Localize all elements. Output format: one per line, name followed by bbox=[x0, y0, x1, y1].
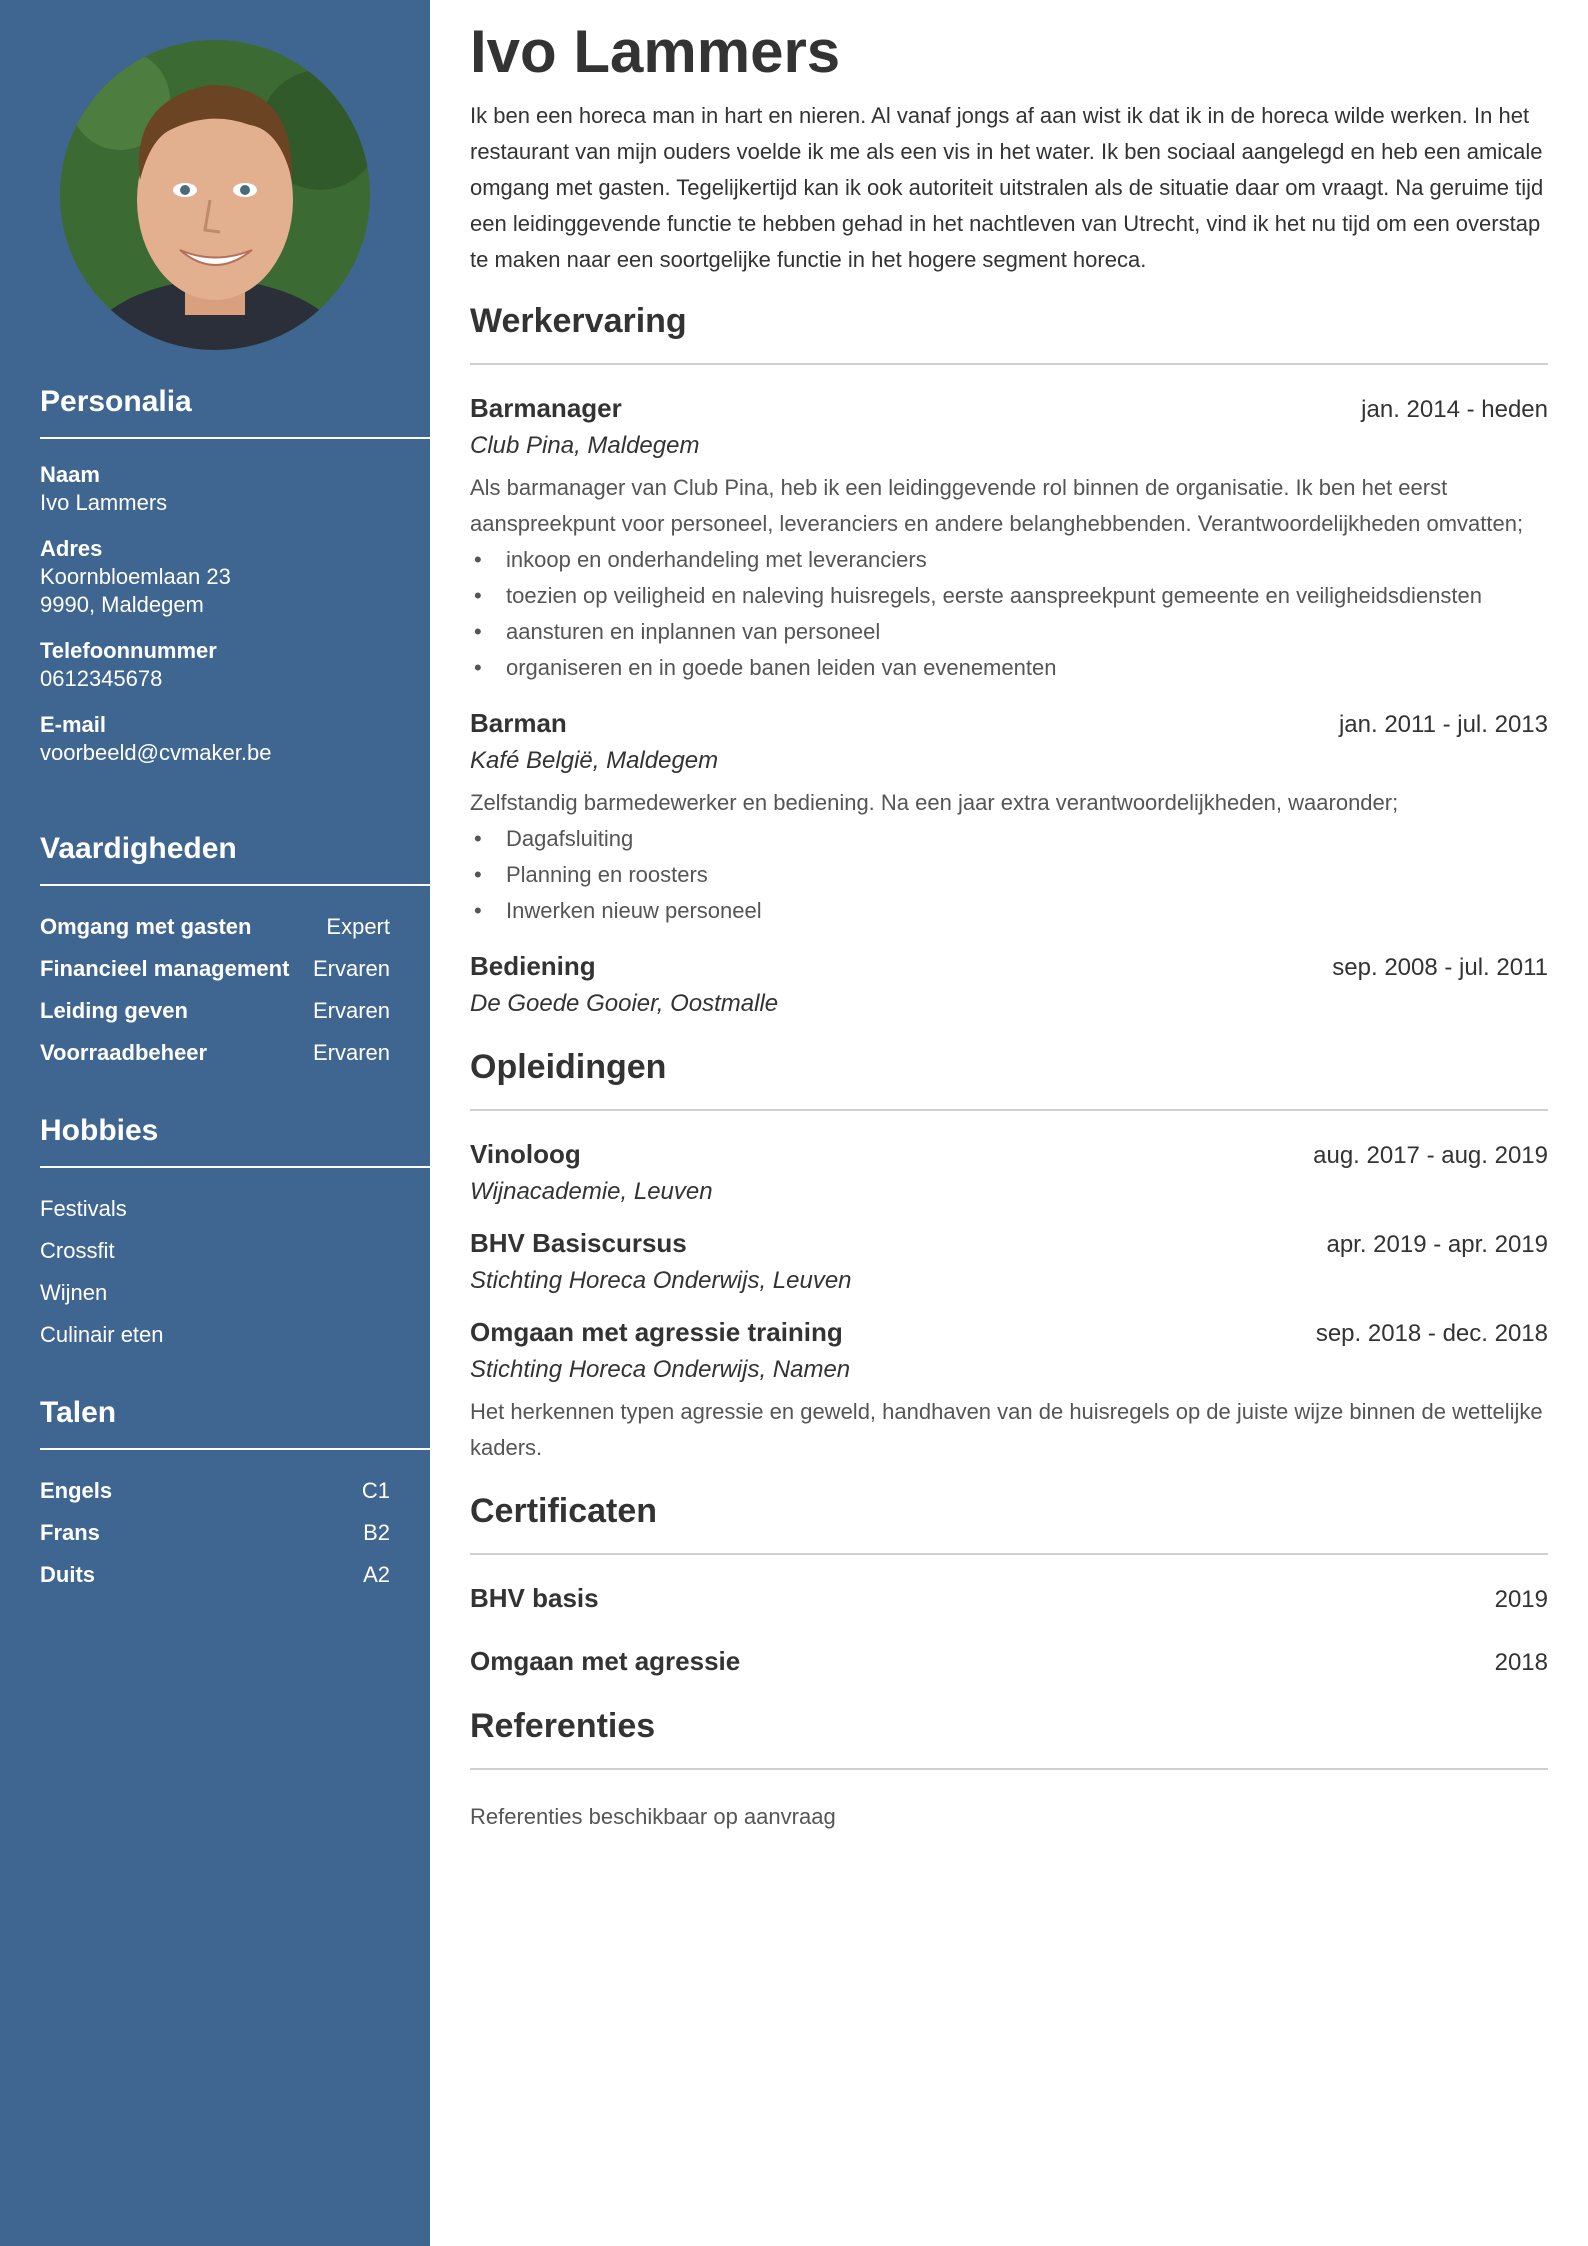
hobbies-title: Hobbies bbox=[40, 1114, 430, 1168]
job-employer: Kafé België, Maldegem bbox=[470, 747, 719, 774]
personalia-title: Personalia bbox=[40, 385, 430, 439]
experience-entry bbox=[470, 393, 1548, 686]
hobby-item: Crossfit bbox=[40, 1238, 115, 1263]
languages-section bbox=[40, 1396, 430, 1596]
skill-level: Ervaren bbox=[312, 956, 390, 981]
education-dates: apr. 2019 - apr. 2019 bbox=[1326, 1231, 1548, 1258]
job-bullets bbox=[470, 542, 1548, 686]
job-dates: sep. 2008 - jul. 2011 bbox=[1332, 954, 1548, 981]
job-description: Als barmanager van Club Pina, heb ik een leidinggevende rol binnen de organisatie. Ik ben het eerst aanspreekpunt voor personeel, leveranciers en andere belanghebbenden. Verantwoordelijkheden omvatten; bbox=[470, 475, 1524, 536]
hobby-item: Wijnen bbox=[40, 1280, 108, 1305]
certificate-name: BHV basis bbox=[470, 1583, 599, 1613]
languages-title: Talen bbox=[40, 1396, 430, 1450]
address-label: Adres bbox=[40, 536, 103, 561]
skill-name: Voorraadbeheer bbox=[40, 1040, 208, 1065]
hobby-item: Festivals bbox=[40, 1196, 127, 1221]
certificate-year: 2019 bbox=[1494, 1586, 1548, 1613]
education-section bbox=[470, 1048, 1548, 1466]
hobby-item: Culinair eten bbox=[40, 1322, 164, 1347]
language-name: Duits bbox=[40, 1562, 95, 1587]
education-name: Omgaan met agressie training bbox=[470, 1317, 843, 1347]
job-dates: jan. 2014 - heden bbox=[1361, 396, 1548, 423]
name-label: Naam bbox=[40, 462, 100, 487]
page-title: Ivo Lammers bbox=[470, 18, 841, 85]
job-description: Zelfstandig barmedewerker en bediening. Na een jaar extra verantwoordelijkheden, waaronder; bbox=[470, 790, 1399, 815]
email-label: E-mail bbox=[40, 712, 107, 737]
portrait-illustration bbox=[60, 40, 370, 350]
education-dates: aug. 2017 - aug. 2019 bbox=[1313, 1142, 1548, 1169]
certificate-name: Omgaan met agressie bbox=[470, 1646, 741, 1676]
sidebar bbox=[0, 0, 430, 2246]
language-level: A2 bbox=[363, 1562, 390, 1587]
skill-row bbox=[40, 948, 390, 990]
language-level: C1 bbox=[361, 1478, 390, 1503]
skill-row bbox=[40, 990, 390, 1032]
skill-level: Ervaren bbox=[312, 1040, 390, 1065]
name-value: Ivo Lammers bbox=[40, 490, 168, 515]
skill-level: Ervaren bbox=[312, 998, 390, 1023]
main-content bbox=[470, 0, 1548, 1830]
education-title: Opleidingen bbox=[470, 1048, 1548, 1111]
bullet-item: • organiseren en in goede banen leiden van evenementen bbox=[470, 650, 1548, 686]
experience-entry bbox=[470, 951, 1548, 1018]
skill-level: Expert bbox=[326, 914, 390, 939]
skill-row bbox=[40, 906, 390, 948]
references-title: Referenties bbox=[470, 1707, 1548, 1770]
experience-title: Werkervaring bbox=[470, 302, 1548, 365]
job-employer: De Goede Gooier, Oostmalle bbox=[470, 990, 779, 1017]
certificate-row bbox=[470, 1583, 1548, 1614]
bullet-item: • Inwerken nieuw personeel bbox=[470, 893, 1548, 929]
job-title: Bediening bbox=[470, 951, 596, 981]
education-institute: Stichting Horeca Onderwijs, Namen bbox=[470, 1356, 851, 1383]
skills-section bbox=[40, 832, 430, 1074]
address-line-2: 9990, Maldegem bbox=[40, 592, 204, 617]
job-title: Barmanager bbox=[470, 393, 622, 423]
references-text: Referenties beschikbaar op aanvraag bbox=[470, 1804, 836, 1829]
bullet-item: • aansturen en inplannen van personeel bbox=[470, 614, 1548, 650]
education-description: Het herkennen typen agressie en geweld, handhaven van de huisregels op de juiste wijze binnen de wettelijke kaders. bbox=[470, 1399, 1543, 1460]
phone-label: Telefoonnummer bbox=[40, 638, 217, 663]
certificates-title: Certificaten bbox=[470, 1492, 1548, 1555]
skill-name: Leiding geven bbox=[40, 998, 188, 1023]
address-line-1: Koornbloemlaan 23 bbox=[40, 564, 231, 589]
language-name: Engels bbox=[40, 1478, 113, 1503]
education-name: BHV Basiscursus bbox=[470, 1228, 687, 1258]
education-entry bbox=[470, 1317, 1548, 1466]
hobbies-section bbox=[40, 1114, 430, 1356]
education-name: Vinoloog bbox=[470, 1139, 581, 1169]
email-value: voorbeeld@cvmaker.be bbox=[40, 740, 272, 765]
certificates-section bbox=[470, 1492, 1548, 1677]
skill-name: Financieel management bbox=[40, 956, 290, 981]
profile-photo bbox=[60, 40, 370, 350]
references-section bbox=[470, 1707, 1548, 1830]
language-row bbox=[40, 1512, 390, 1554]
education-entry bbox=[470, 1228, 1548, 1295]
language-row bbox=[40, 1554, 390, 1596]
bullet-item: • inkoop en onderhandeling met leveranciers bbox=[470, 542, 1548, 578]
skill-row bbox=[40, 1032, 390, 1074]
certificate-row bbox=[470, 1646, 1548, 1677]
language-name: Frans bbox=[40, 1520, 100, 1545]
bullet-item: • toezien op veiligheid en naleving huisregels, eerste aanspreekpunt gemeente en veiligheidsdiensten bbox=[470, 578, 1548, 614]
experience-section bbox=[470, 302, 1548, 1018]
language-level: B2 bbox=[363, 1520, 390, 1545]
skills-title: Vaardigheden bbox=[40, 832, 430, 886]
language-row bbox=[40, 1470, 390, 1512]
experience-entry bbox=[470, 708, 1548, 929]
job-employer: Club Pina, Maldegem bbox=[470, 432, 700, 459]
phone-value: 0612345678 bbox=[40, 666, 163, 691]
education-institute: Wijnacademie, Leuven bbox=[470, 1178, 713, 1205]
bullet-item: • Planning en roosters bbox=[470, 857, 1548, 893]
personalia-section bbox=[40, 385, 430, 767]
skill-name: Omgang met gasten bbox=[40, 914, 252, 939]
job-title: Barman bbox=[470, 708, 567, 738]
job-dates: jan. 2011 - jul. 2013 bbox=[1338, 711, 1548, 738]
education-dates: sep. 2018 - dec. 2018 bbox=[1315, 1320, 1548, 1347]
profile-summary: Ik ben een horeca man in hart en nieren. Al vanaf jongs af aan wist ik dat ik in de horeca wilde werken. In het restaurant van mijn ouders voelde ik me als een vis in het water. Ik ben sociaal aangelegd en heb een amicale omgang met gasten. Tegelijkertijd kan ik ook autoriteit uitstralen als de situatie daar om vraagt. Na geruime tijd een leidinggevende functie te hebben gehad in het nachtleven van Utrecht, vind ik het nu tijd om een overstap te maken naar een soortgelijke functie in het hogere segment horeca. bbox=[470, 103, 1544, 272]
education-institute: Stichting Horeca Onderwijs, Leuven bbox=[470, 1267, 852, 1294]
bullet-item: • Dagafsluiting bbox=[470, 821, 1548, 857]
certificate-year: 2018 bbox=[1494, 1649, 1548, 1676]
education-entry bbox=[470, 1139, 1548, 1206]
job-bullets bbox=[470, 821, 1548, 929]
